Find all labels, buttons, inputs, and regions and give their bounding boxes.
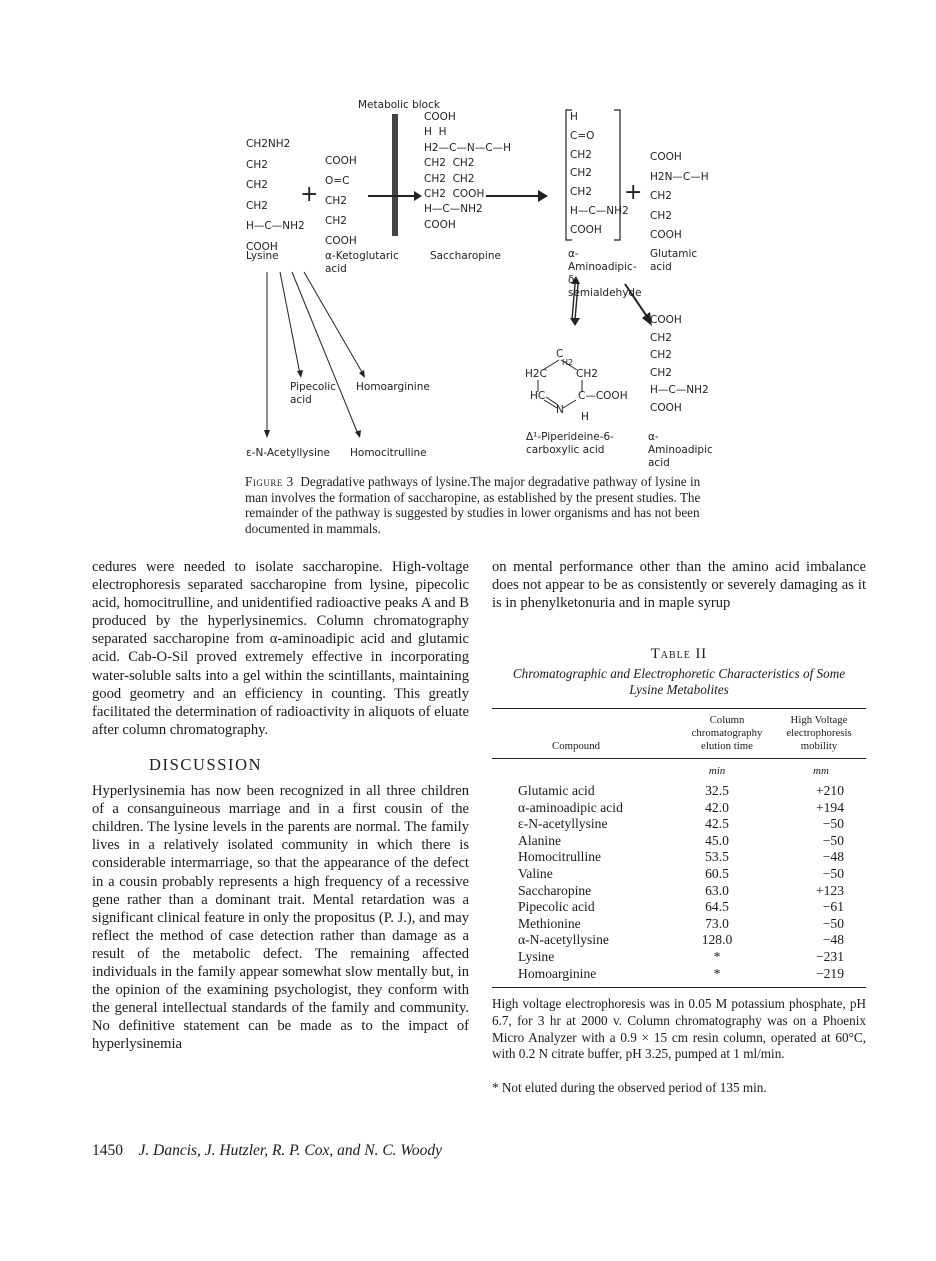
mobility-cell: +194 xyxy=(815,799,844,815)
lysine-formula-line: CH2 xyxy=(246,199,268,212)
lysine-formula-line: CH2 xyxy=(246,158,268,171)
elution-cell: 64.5 xyxy=(705,899,729,915)
table-unit-hv: mm xyxy=(813,765,829,777)
paragraph-saccharopine-isolation: cedures were needed to isolate saccharopine. High-voltage electrophoresis separated saccharopine from lysine, pipecolic acid, homocitrulline, and unidentified radioactive peaks A and B produced by the hyperlysinemics. Column chromatography separated saccharopine from α-aminoadipic acid and glutamic acid. Cab-O-Sil proved extremely effective in incorporating water-soluble salts into a gel within the scintillants, maintaining good geometry and an efficiency in counting. This greatly facilitated the determination of radioactivity in aliquots of eluate after column chromatography. xyxy=(92,559,469,738)
plus-sign-1: + xyxy=(300,182,319,207)
ring-atom-h2c: H2C xyxy=(525,368,547,380)
saccharopine-formula-line: H2—C—N—C—H xyxy=(424,141,511,154)
table-row xyxy=(492,899,866,916)
elution-cell: 63.0 xyxy=(705,882,729,898)
mobility-cell: −219 xyxy=(815,965,844,981)
semialdehyde-formula-line: COOH xyxy=(570,223,602,236)
glutamic-formula-line: H2N—C—H xyxy=(650,170,709,183)
figure-caption-text: Degradative pathways of lysine.The major degradative pathway of lysine in man involves the formation of saccharopine, as established by the present studies. The remainder of the pathway is suggested by studies in lower organisms and has not been documented in mammals. xyxy=(245,474,701,536)
mobility-cell: −50 xyxy=(822,832,844,848)
metabolic-block-label: Metabolic block xyxy=(358,99,440,111)
table-row xyxy=(492,833,866,850)
saccharopine-structure xyxy=(424,110,511,233)
elution-cell: 45.0 xyxy=(705,832,729,848)
compound-cell: α-N-acetyllysine xyxy=(518,932,609,948)
paragraph-discussion: Hyperlysinemia has now been recognized in all three children of a consanguineous marriage and in a first cousin of the children. The lysine levels in the parents are normal. The family lives in a relatively isolated community in which there is considerable intermarriage, so that the appearance of the defect in a cousin probably represents a high frequency of a recessive gene rather than a dominant trait. Mental retardation was a significant clinical feature in only the propositus (P. J.), and may reflect the method of case detection rather than damage as a result of the metabolic defect. The remaining affected individuals in the family appear somewhat slow mentally but, in the opinion of the examining psychologist, they conform with the general intellectual standards of the family and community. No definitive statement can be made as to the impact of hyperlysinemia xyxy=(92,783,469,1053)
acetyllysine-label: ε-N-Acetyllysine xyxy=(246,447,330,459)
pathway-diagram xyxy=(0,0,936,470)
equilibrium-arrow-down-head xyxy=(570,318,580,326)
saccharopine-label: Saccharopine xyxy=(430,250,501,262)
aminoadipic-formula-line: CH2 xyxy=(650,349,672,361)
elution-cell: * xyxy=(713,948,721,964)
elution-cell: 73.0 xyxy=(705,915,729,931)
lysine-label: Lysine xyxy=(246,250,279,262)
elution-cell: 60.5 xyxy=(705,865,729,881)
table-note: High voltage electrophoresis was in 0.05 M potassium phosphate, pH 6.7, for 3 hr at 2000 v. Column chromatography was on a Phoenix Micro Analyzer with a 0.9 × 15 cm resin column, operated at 60°C, with 0.2 N citrate buffer, pH 3.25, pumped at 1 ml/min. xyxy=(492,996,866,1062)
table-header-rule xyxy=(492,758,866,759)
mobility-cell: +210 xyxy=(815,783,844,798)
compound-cell: Lysine xyxy=(518,948,555,964)
mobility-cell: −50 xyxy=(822,865,844,881)
arrow-to-homoarginine-head xyxy=(359,370,365,378)
table-row xyxy=(492,966,866,983)
compound-cell: α-aminoadipic acid xyxy=(518,799,623,815)
lysine-structure xyxy=(246,134,305,257)
ring-atom-ch2: CH2 xyxy=(576,368,598,380)
mobility-cell: −48 xyxy=(822,932,844,948)
table-header-hv: High Voltage electrophoresis mobility xyxy=(786,714,852,752)
semialdehyde-label: α-Aminoadipic-δ-semialdehyde xyxy=(568,248,642,299)
arrow-to-semialdehyde-head xyxy=(538,190,548,202)
elution-cell: 42.5 xyxy=(705,816,729,832)
ketoglutaric-formula-line: O=C xyxy=(325,175,350,187)
ring-atom-c-top: C xyxy=(556,348,564,360)
table-row xyxy=(492,883,866,900)
table-row xyxy=(492,783,866,800)
glutamic-formula-line: COOH xyxy=(650,229,682,241)
table-header-compound: Compound xyxy=(552,740,600,752)
table-top-rule xyxy=(492,708,866,709)
semialdehyde-formula-line: C=O xyxy=(570,129,595,142)
table-row xyxy=(492,800,866,817)
plus-sign-2: + xyxy=(624,180,643,205)
table-footnote: * Not eluted during the observed period of 135 min. xyxy=(492,1080,767,1095)
elution-cell: 32.5 xyxy=(705,783,729,798)
glutamic-formula-line: CH2 xyxy=(650,190,672,202)
ring-atom-h2-top: H2 xyxy=(562,358,574,367)
ring-atom-n: N xyxy=(556,404,564,416)
elution-cell: * xyxy=(713,965,721,981)
compound-cell: ε-N-acetyllysine xyxy=(518,816,608,832)
mobility-cell: −48 xyxy=(822,849,844,865)
semialdehyde-formula-line: H xyxy=(570,111,578,123)
aminoadipic-label: α-Aminoadipic acid xyxy=(648,431,713,469)
ketoglutaric-formula-line: CH2 xyxy=(325,215,347,227)
saccharopine-formula-line: COOH xyxy=(424,111,456,123)
aminoadipic-formula-line: COOH xyxy=(650,314,682,326)
compound-cell: Valine xyxy=(518,865,553,881)
figure-caption-label: Figure 3 xyxy=(245,474,294,489)
compound-cell: Methionine xyxy=(518,915,581,931)
ketoglutaric-label: α-Ketoglutaric acid xyxy=(325,250,399,275)
ketoglutaric-structure xyxy=(325,151,357,251)
saccharopine-formula-line: H H xyxy=(424,126,447,139)
mobility-cell: −50 xyxy=(822,915,844,931)
glutamic-structure xyxy=(650,148,709,246)
ring-atom-h: H xyxy=(581,411,589,423)
metabolic-block-bar xyxy=(392,114,398,236)
table-bottom-rule xyxy=(492,987,866,988)
discussion-heading: DISCUSSION xyxy=(149,754,263,774)
table-unit-column: min xyxy=(708,765,726,777)
saccharopine-formula-line: CH2 COOH xyxy=(424,188,485,201)
semialdehyde-structure xyxy=(570,108,629,240)
figure-3 xyxy=(0,0,936,470)
page-number: 1450 xyxy=(92,1142,123,1159)
arrow-to-pipecolic xyxy=(280,272,300,374)
page-footer xyxy=(92,1142,792,1160)
glutamic-label: Glutamic acid xyxy=(650,248,698,273)
table-row xyxy=(492,916,866,933)
arrow-to-block-head xyxy=(414,191,422,201)
elution-cell: 128.0 xyxy=(701,932,733,948)
compound-cell: Saccharopine xyxy=(518,882,592,898)
mobility-cell: −61 xyxy=(822,899,844,915)
figure-caption xyxy=(245,474,719,536)
semialdehyde-formula-line: CH2 xyxy=(570,186,592,199)
homoarginine-label: Homoarginine xyxy=(356,381,430,393)
semialdehyde-formula-line: CH2 xyxy=(570,167,592,180)
mobility-cell: +123 xyxy=(815,882,844,898)
right-column-paragraph: on mental performance other than the amino acid imbalance does not appear to be as consistently or severely damaging as it is in phenylketonuria and in maple syrup xyxy=(492,559,866,612)
arrow-to-pipecolic-head xyxy=(297,370,303,378)
ring-atom-hc: HC xyxy=(530,390,546,402)
compound-cell: Homocitrulline xyxy=(518,849,602,865)
ketoglutaric-formula-line: CH2 xyxy=(325,195,347,207)
table-row xyxy=(492,932,866,949)
elution-cell: 42.0 xyxy=(705,799,729,815)
ring-atom-ccooh: C—COOH xyxy=(578,390,628,402)
author-line: J. Dancis, J. Hutzler, R. P. Cox, and N. C. Woody xyxy=(138,1142,443,1159)
table-row xyxy=(492,949,866,966)
arrow-to-acetyllysine-head xyxy=(264,430,270,438)
semialdehyde-formula-line: CH2 xyxy=(570,148,592,161)
aminoadipic-formula-line: CH2 xyxy=(650,331,672,344)
table-row xyxy=(492,816,866,833)
compound-cell: Homoarginine xyxy=(518,965,597,981)
lysine-formula-line: CH2 xyxy=(246,179,268,191)
mobility-cell: −231 xyxy=(815,948,844,964)
compound-cell: Alanine xyxy=(518,832,562,848)
table-row xyxy=(492,849,866,866)
mobility-cell: −50 xyxy=(822,816,844,832)
ketoglutaric-formula-line: COOH xyxy=(325,235,357,247)
saccharopine-formula-line: COOH xyxy=(424,218,456,231)
aminoadipic-formula-line: H—C—NH2 xyxy=(650,384,709,396)
table-body xyxy=(492,783,866,982)
semialdehyde-formula-line: H—C—NH2 xyxy=(570,204,629,217)
lysine-formula-line: CH2NH2 xyxy=(246,138,291,150)
piperideine-label: Δ¹-Piperideine-6-carboxylic acid xyxy=(526,431,614,456)
compound-cell: Pipecolic acid xyxy=(518,899,595,915)
table-row xyxy=(492,866,866,883)
ketoglutaric-formula-line: COOH xyxy=(325,155,357,167)
table-subtitle: Chromatographic and Electrophoretic Characteristics of Some Lysine Metabolites xyxy=(512,666,846,697)
left-column xyxy=(92,558,469,1053)
table-title: Table II xyxy=(650,646,708,662)
homocitrulline-label: Homocitrulline xyxy=(350,447,427,459)
saccharopine-formula-line: H—C—NH2 xyxy=(424,203,483,216)
lysine-formula-line: COOH xyxy=(246,240,278,253)
glutamic-formula-line: COOH xyxy=(650,151,682,163)
aminoadipic-formula-line: COOH xyxy=(650,401,682,414)
lysine-formula-line: H—C—NH2 xyxy=(246,220,305,232)
aminoadipic-formula-line: CH2 xyxy=(650,366,672,379)
aminoadipic-structure xyxy=(650,312,709,417)
saccharopine-formula-line: CH2 CH2 xyxy=(424,172,475,185)
glutamic-formula-line: CH2 xyxy=(650,209,672,222)
table-header-column: Column chromatography elution time xyxy=(691,714,763,752)
compound-cell: Glutamic acid xyxy=(518,783,595,798)
pipecolic-label: Pipecolic acid xyxy=(290,381,336,406)
arrow-to-homocitrulline-head xyxy=(355,430,361,438)
arrow-to-homocitrulline xyxy=(292,272,358,434)
saccharopine-formula-line: CH2 CH2 xyxy=(424,157,475,170)
elution-cell: 53.5 xyxy=(705,849,729,865)
